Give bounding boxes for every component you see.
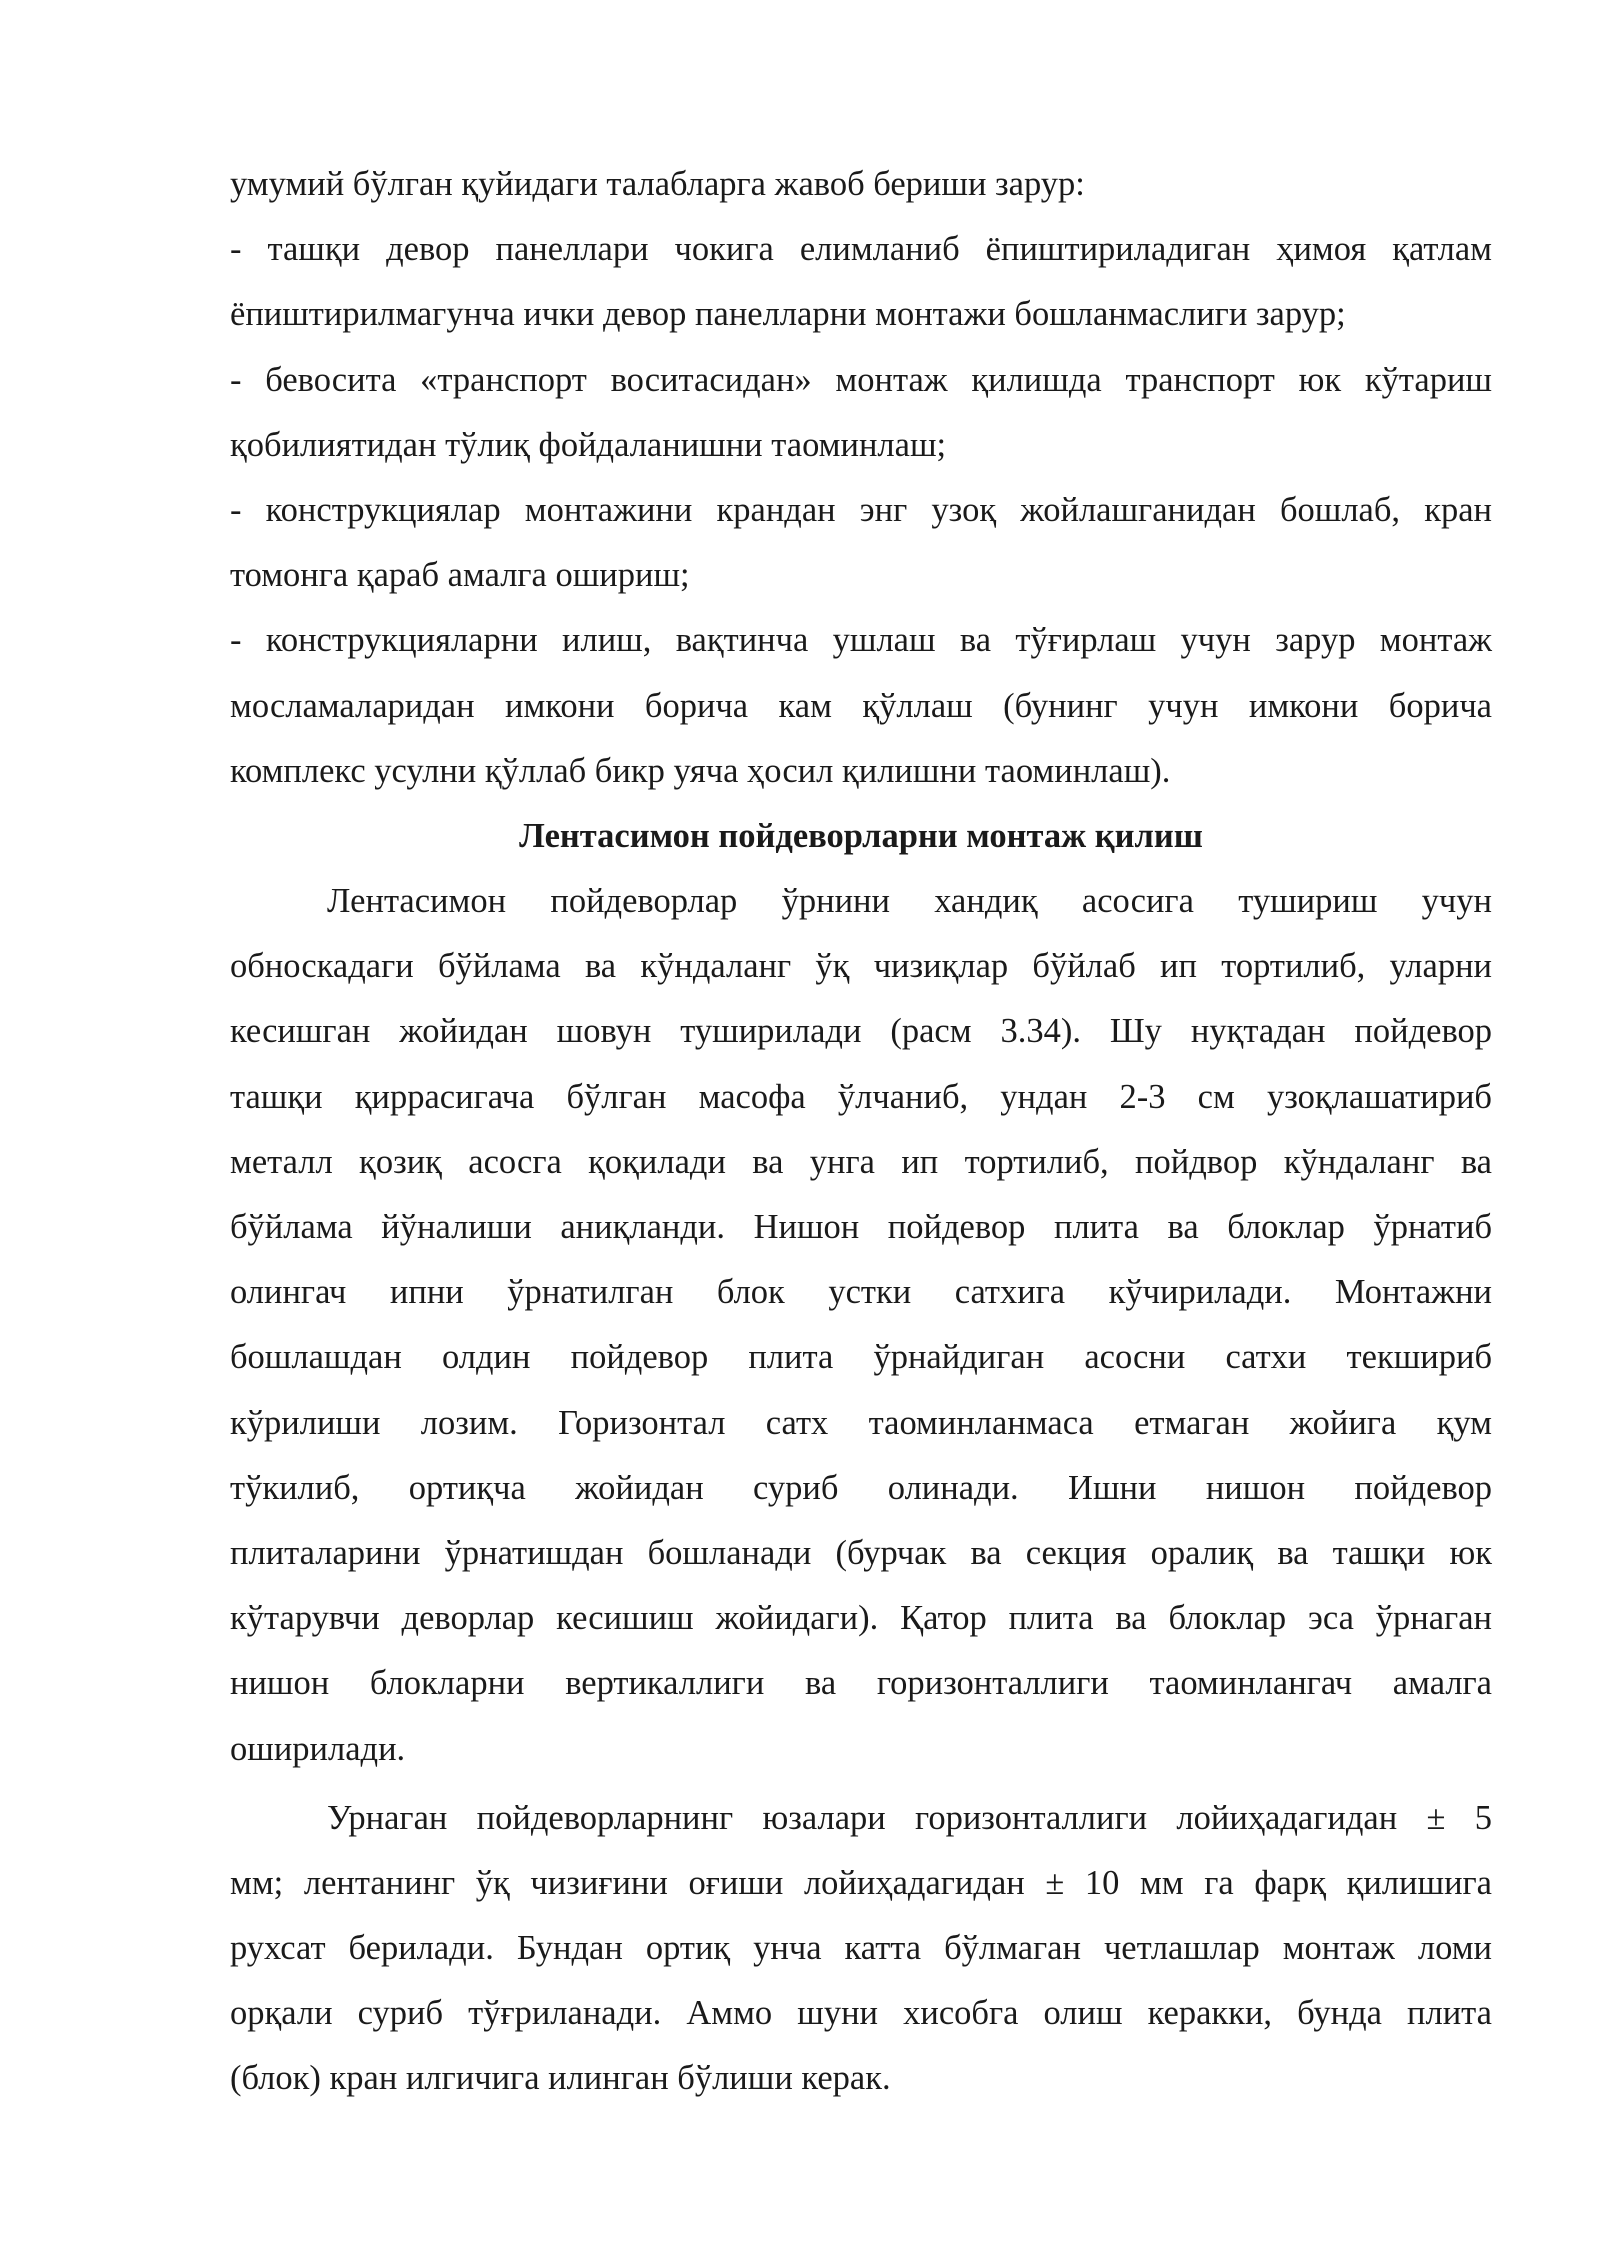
paragraph-line: бошлашдан олдин пойдевор плита ўрнайдиган асосни сатхи текшириб	[230, 1338, 1492, 1377]
paragraph-1	[230, 869, 1492, 1782]
list-item-line: ёпиштирилмагунча ички девор панелларни монтажи бошланмаслиги зарур;	[230, 295, 1346, 334]
paragraph-line: олингач ипни ўрнатилган блок устки сатхига кўчирилади. Монтажни	[230, 1273, 1492, 1312]
list-item	[230, 217, 1492, 347]
paragraph-line: кесишган жойидан шовун туширилади (расм 3.34). Шу нуқтадан пойдевор	[230, 1012, 1492, 1051]
paragraph-line: (блок) кран илгичига илинган бўлиши керак.	[230, 2059, 891, 2098]
paragraph-line: кўтарувчи деворлар кесишиш жойидаги). Қатор плита ва блоклар эса ўрнаган	[230, 1599, 1492, 1638]
list-item-line: комплекс усулни қўллаб бикр уяча ҳосил қилишни таоминлаш).	[230, 751, 1171, 790]
paragraph-line: орқали суриб тўғриланади. Аммо шуни хисобга олиш керакки, бунда плита	[230, 1994, 1492, 2033]
paragraph-line: ташқи қиррасигача бўлган масофа ўлчаниб, ундан 2-3 см узоқлашатириб	[230, 1077, 1492, 1116]
paragraph-line: рухсат берилади. Бундан ортиқ унча катта бўлмаган четлашлар монтаж ломи	[230, 1929, 1492, 1968]
paragraph-line: обноскадаги бўйлама ва кўндаланг ўқ чизиқлар бўйлаб ип тортилиб, уларни	[230, 947, 1492, 986]
paragraph-line: кўрилиши лозим. Горизонтал сатх таоминланмаса етмаган жойига қум	[230, 1403, 1492, 1442]
intro-line: умумий бўлган қуйидаги талабларга жавоб бериши зарур:	[230, 165, 1085, 203]
paragraph-2	[230, 1786, 1492, 2112]
paragraph-line: металл қозиқ асосга қоқилади ва унга ип тортилиб, пойдвор кўндаланг ва	[230, 1142, 1492, 1181]
list-item-line: - бевосита «транспорт воситасидан» монтаж қилишда транспорт юк кўтариш	[230, 360, 1492, 399]
paragraph-line: бўйлама йўналиши аниқланди. Нишон пойдевор плита ва блоклар ўрнатиб	[230, 1208, 1492, 1246]
list-item-line: мосламаларидан имкони борича кам қўллаш (бунинг учун имкони борича	[230, 686, 1492, 725]
paragraph-line: мм; лентанинг ўқ чизиғини оғиши лойиҳадагидан ± 10 мм га фарқ қилишига	[230, 1863, 1492, 1902]
paragraph-line: плиталарини ўрнатишдан бошланади (бурчак ва секция оралиқ ва ташқи юк	[230, 1533, 1492, 1572]
list-item	[230, 608, 1492, 804]
document-page	[230, 152, 1492, 2112]
paragraph-line: Лентасимон пойдеворлар ўрнини хандиқ асосига тушириш учун	[327, 882, 1492, 921]
list-item	[230, 348, 1492, 478]
section-heading: Лентасимон пойдеворларни монтаж қилиш	[519, 816, 1203, 855]
list-item-line: - ташқи девор панеллари чокига елимланиб ёпиштириладиган ҳимоя қатлам	[230, 230, 1492, 269]
requirements-list	[230, 217, 1492, 804]
paragraph-line: оширилади.	[230, 1729, 406, 1768]
list-item-line: - конструкциялар монтажини крандан энг узоқ жойлашганидан бошлаб, кран	[230, 490, 1492, 529]
paragraph-line: нишон блокларни вертикаллиги ва горизонталлиги таоминлангач амалга	[230, 1664, 1492, 1703]
paragraph-line: Урнаган пойдеворларнинг юзалари горизонталлиги лойиҳадагидан ± 5	[327, 1798, 1492, 1837]
list-item	[230, 478, 1492, 608]
list-item-line: томонга қараб амалга ошириш;	[230, 556, 690, 595]
list-item-line: - конструкцияларни илиш, вақтинча ушлаш ва тўғирлаш учун зарур монтаж	[230, 621, 1492, 660]
list-item-line: қобилиятидан тўлиқ фойдаланишни таоминлаш;	[230, 425, 947, 464]
paragraph-line: тўкилиб, ортиқча жойидан суриб олинади. Ишни нишон пойдевор	[230, 1468, 1492, 1507]
